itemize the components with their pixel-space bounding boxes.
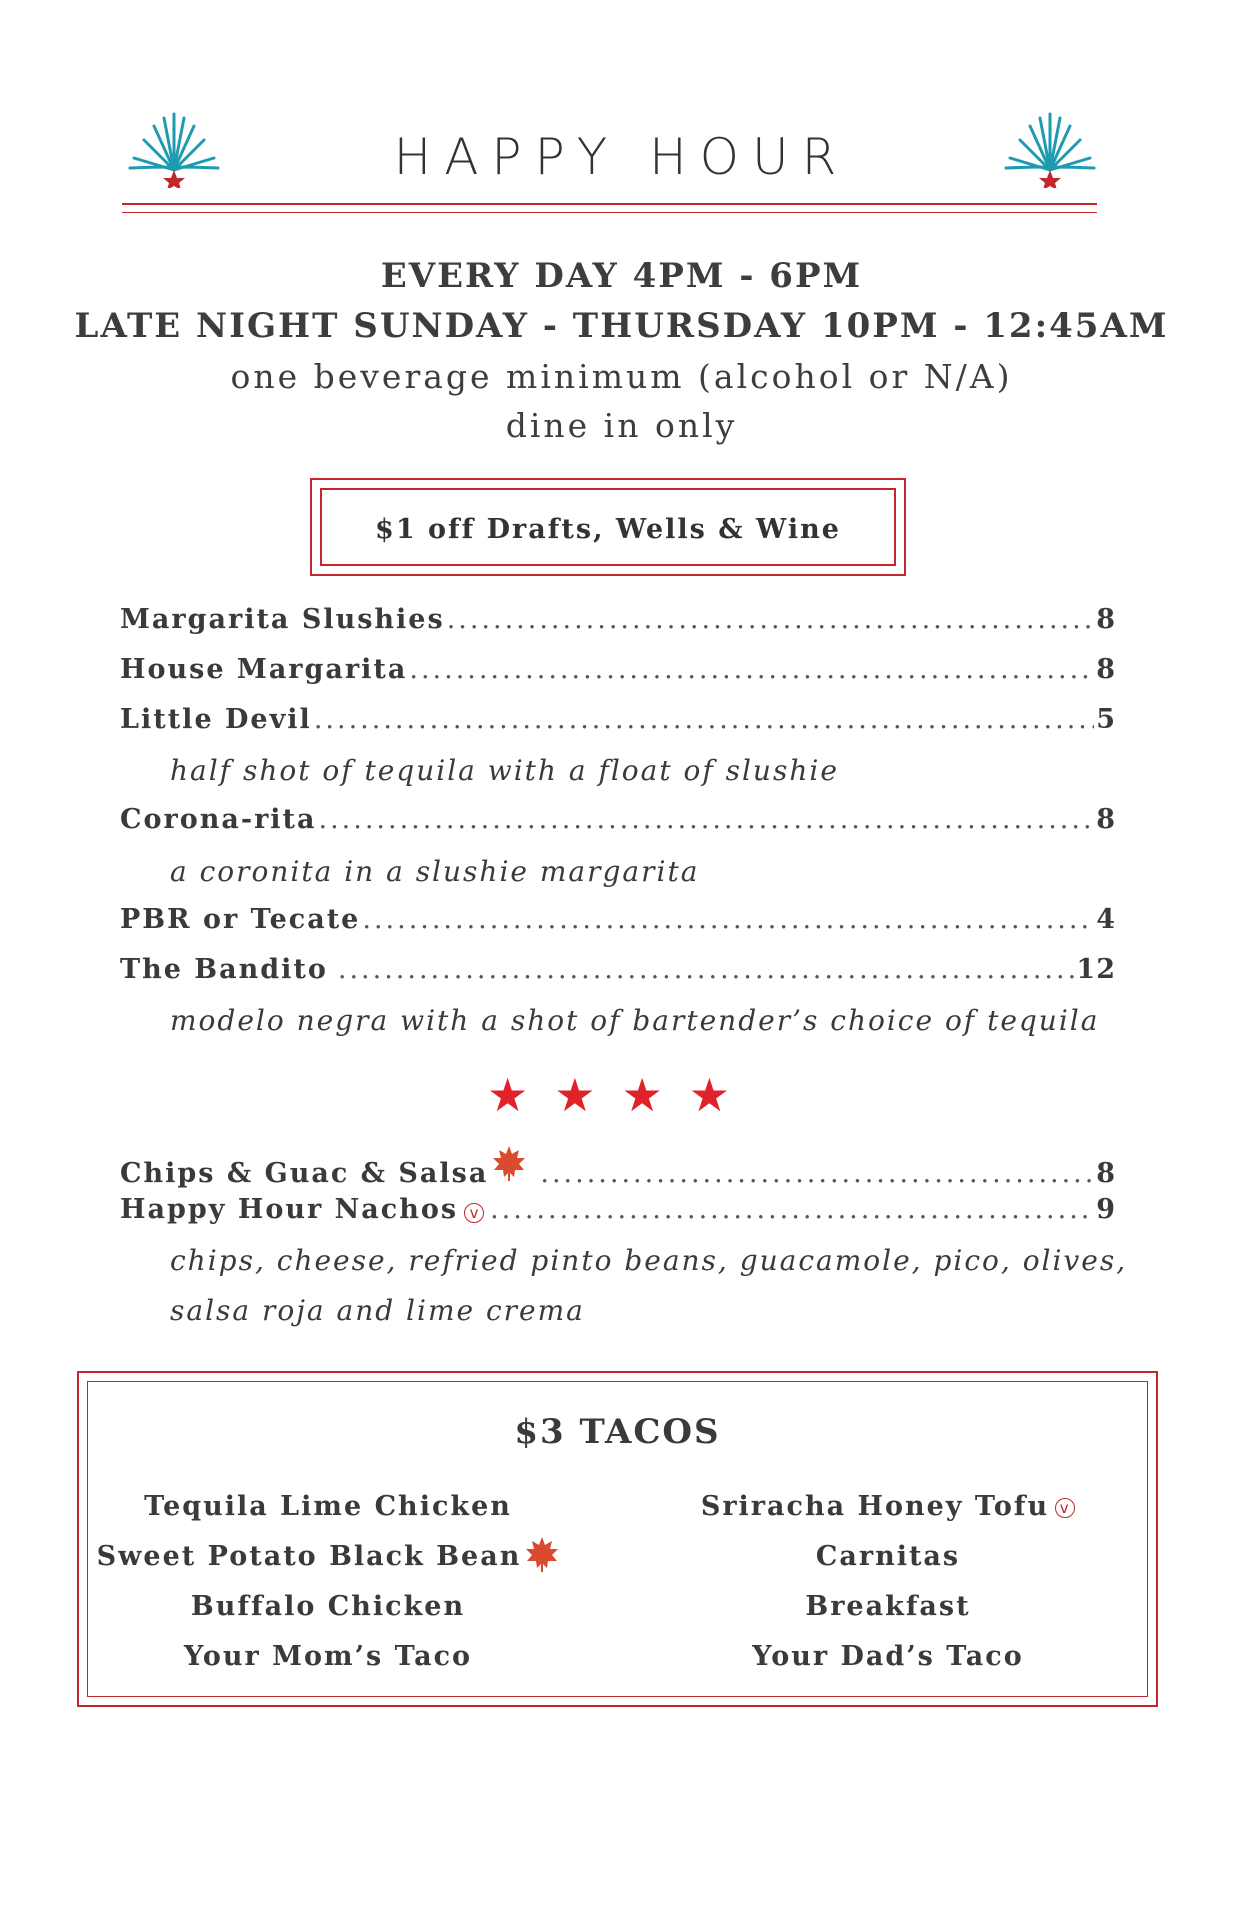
header-rule-top — [122, 203, 1097, 205]
leader-dots — [319, 804, 1095, 835]
taco-item-label: Sweet Potato Black Bean — [96, 1541, 522, 1572]
menu-item — [120, 1194, 1116, 1225]
leader-dots — [362, 904, 1094, 935]
item-description: chips, cheese, refried pinto beans, guacamole, pico, olives, — [170, 1244, 1128, 1277]
menu-item — [120, 704, 1116, 735]
tacos-left-column — [88, 1482, 568, 1682]
leader-dots — [540, 1158, 1094, 1189]
item-name: Margarita Slushies — [120, 604, 445, 635]
item-price: 8 — [1096, 1158, 1116, 1189]
promo-text: $1 off Drafts, Wells & Wine — [375, 514, 841, 545]
item-description: salsa roja and lime crema — [170, 1294, 585, 1327]
menu-item — [120, 954, 1116, 985]
leader-dots — [490, 1194, 1094, 1225]
taco-item-label: Sriracha Honey Tofu — [700, 1491, 1050, 1522]
leaf-icon — [525, 1535, 559, 1573]
item-price: 8 — [1096, 804, 1116, 835]
menu-item — [120, 804, 1116, 835]
item-price: 9 — [1096, 1194, 1116, 1225]
tacos-box-inner-border — [87, 1381, 1148, 1697]
tacos-right-column — [648, 1482, 1128, 1682]
item-price: 12 — [1076, 954, 1116, 985]
item-name: PBR or Tecate — [120, 904, 361, 935]
taco-item: Your Mom’s Taco — [183, 1641, 473, 1672]
leader-dots — [447, 604, 1095, 635]
taco-item — [648, 1482, 1128, 1532]
leader-dots — [338, 954, 1075, 985]
menu-item — [120, 904, 1116, 935]
menu-item — [120, 1144, 1116, 1189]
stars-divider: ★★★★ — [487, 1068, 756, 1122]
hours-every-day: EVERY DAY 4PM - 6PM — [380, 256, 863, 296]
item-name: Little Devil — [120, 704, 312, 735]
menu-item — [120, 604, 1116, 635]
item-price: 4 — [1096, 904, 1116, 935]
item-name: The Bandito — [120, 954, 328, 985]
leaf-icon — [492, 1144, 526, 1182]
hours-late-night: LATE NIGHT SUNDAY - THURSDAY 10PM - 12:45AM — [74, 306, 1169, 346]
header-rule-bottom — [122, 212, 1097, 213]
beverage-minimum-note: one beverage minimum (alcohol or N/A) — [230, 357, 1013, 396]
vegetarian-icon: v — [464, 1203, 484, 1223]
promo-box — [310, 478, 906, 576]
leader-dots — [409, 654, 1094, 685]
item-name: House Margarita — [120, 654, 408, 685]
taco-item: Your Dad’s Taco — [752, 1641, 1024, 1672]
taco-item: Buffalo Chicken — [190, 1591, 466, 1622]
tacos-title: $3 TACOS — [514, 1412, 721, 1452]
item-name: Chips & Guac & Salsa — [120, 1158, 489, 1189]
menu-item — [120, 654, 1116, 685]
leader-dots — [314, 704, 1094, 735]
item-price: 8 — [1096, 604, 1116, 635]
item-description: a coronita in a slushie margarita — [170, 855, 700, 888]
taco-item: Carnitas — [815, 1541, 961, 1572]
item-description: half shot of tequila with a float of slushie — [170, 754, 839, 787]
vegetarian-icon: v — [1055, 1498, 1075, 1518]
page-title: HAPPY HOUR — [393, 128, 850, 186]
tacos-box — [77, 1371, 1158, 1707]
promo-box-inner-border — [320, 488, 896, 566]
item-description: modelo negra with a shot of bartender’s choice of tequila — [170, 1004, 1100, 1037]
taco-item — [88, 1532, 568, 1582]
taco-item: Tequila Lime Chicken — [144, 1491, 512, 1522]
item-name: Happy Hour Nachos — [120, 1194, 459, 1225]
item-name: Corona-rita — [120, 804, 317, 835]
item-price: 5 — [1096, 704, 1116, 735]
taco-item: Breakfast — [805, 1591, 971, 1622]
item-price: 8 — [1096, 654, 1116, 685]
dine-in-note: dine in only — [505, 406, 738, 445]
